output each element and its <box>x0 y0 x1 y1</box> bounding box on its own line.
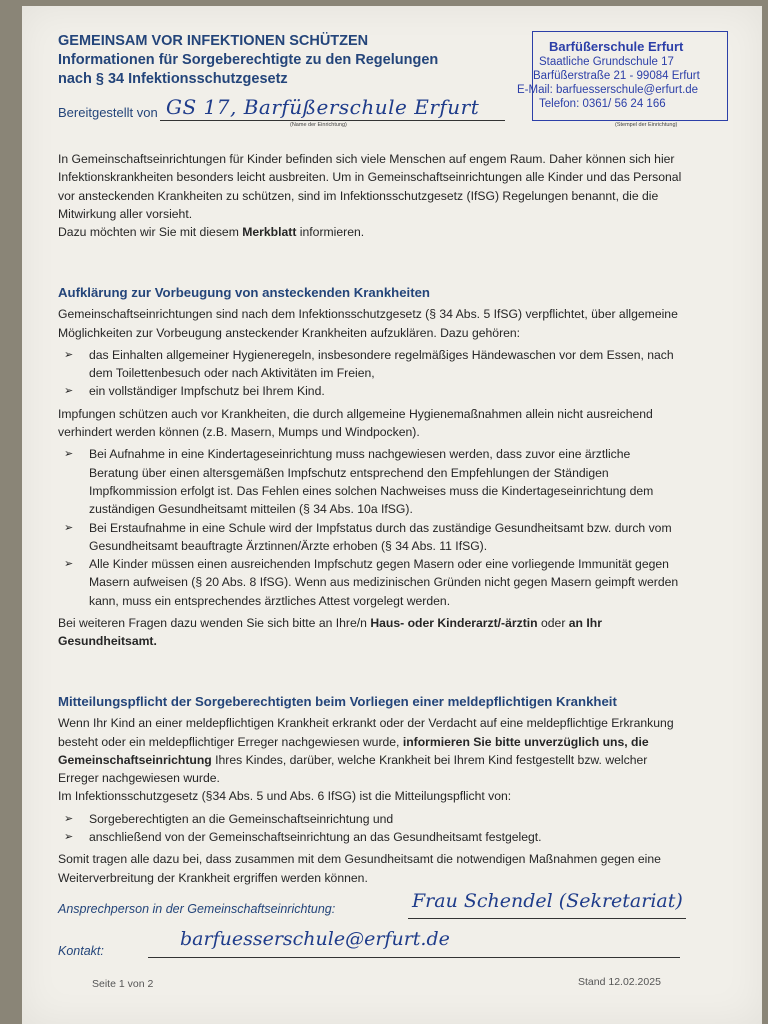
list-item <box>58 346 683 383</box>
list-item-text: Bei Aufnahme in eine Kindertageseinrichtung muss nachgewiesen werden, dass zuvor eine ärztliche Beratung über einen altersgemäßen Impfschutz entsprechend den Empfehlungen der Ständigen Impfkommission erfolgt ist. Das Fehlen eines solchen Nachweises muss die Kindertageseinrichtung dem zuständigen Gesundheitsamt mitteilen (§ 34 Abs. 10a IfSG). <box>89 447 654 517</box>
stamp-line-3: E-Mail: barfuesserschule@erfurt.de <box>517 84 699 96</box>
intro-p2-text: Dazu möchten wir Sie mit diesem <box>58 225 243 240</box>
title-line-3: nach § 34 Infektionsschutzgesetz <box>58 71 288 87</box>
section1-bullet-list-1 <box>58 346 683 401</box>
list-item-text: ein vollständiger Impfschutz bei Ihrem Kind. <box>89 384 325 399</box>
section1-heading: Aufklärung zur Vorbeugung von ansteckenden Krankheiten <box>58 285 430 300</box>
arrow-bullet-icon: ➢ <box>64 812 74 825</box>
list-item <box>58 445 683 518</box>
list-item-text: anschließend von der Gemeinschaftseinrichtung an das Gesundheitsamt festgelegt. <box>89 830 542 845</box>
section-prevention <box>58 284 683 651</box>
intro-paragraph-2 <box>58 223 683 241</box>
arrow-bullet-icon: ➢ <box>64 348 74 361</box>
section2-paragraph-1 <box>58 714 683 787</box>
arrow-bullet-icon: ➢ <box>64 448 74 461</box>
stamp-line-1: Staatliche Grundschule 17 <box>539 56 674 68</box>
footer-date: Stand 12.02.2025 <box>578 976 661 988</box>
stamp-line-2: Barfüßerstraße 21 - 99084 Erfurt <box>533 70 700 82</box>
list-item-text: Alle Kinder müssen einen ausreichenden Impfschutz gegen Masern oder eine vorliegende Immunität gegen Masern aufweisen (§ 20 Abs. 8 IfSG). Wenn aus medizinischen Gründen nicht gegen Masern geimpft werden kann, muss ein entsprechendes ärztliches Attest vorgelegt werden. <box>89 557 679 608</box>
intro-p2-after: informieren. <box>296 225 365 240</box>
title-line-2: Informationen für Sorgeberechtigte zu den Regelungen <box>58 52 439 68</box>
section2-p1-text: Wenn Ihr Kind an einer meldepflichtigen Krankheit erkrankt oder der Verdacht auf eine meldepflichtige Erkrankung besteht oder ein meldepflichtiger Erreger nachgewiesen wurde, <box>58 716 674 749</box>
section2-bullet-list <box>58 810 683 847</box>
arrow-bullet-icon: ➢ <box>64 385 74 398</box>
arrow-bullet-icon: ➢ <box>64 558 74 571</box>
contact-person-underline <box>408 918 686 919</box>
provided-by-underline <box>160 120 505 121</box>
footer-page-number: Seite 1 von 2 <box>92 978 154 990</box>
section2-paragraph-2: Im Infektionsschutzgesetz (§34 Abs. 5 und Abs. 6 IfSG) ist die Mitteilungspflicht von: <box>58 789 512 804</box>
section1-p3-mid: oder <box>537 616 569 631</box>
section2-p1-bold: informieren Sie bitte unverzüglich uns, die Gemeinschaftseinrichtung <box>58 734 649 767</box>
intro-paragraph-1: In Gemeinschaftseinrichtungen für Kinder befinden sich viele Menschen auf engem Raum. Daher können sich hier Infektionskrankheiten besonders leicht ausbreiten. Um in Gemeinschaftseinrichtungen alle Kinder und das Personal vor ansteckenden Krankheiten zu schützen, sind im Infektionsschutzgesetz (IfSG) Regelungen benannt, die die Mitwirkung aller vorsieht. <box>58 152 682 221</box>
list-item <box>58 828 683 846</box>
list-item <box>58 519 683 556</box>
list-item <box>58 555 683 610</box>
section1-paragraph-2: Impfungen schützen auch vor Krankheiten, die durch allgemeine Hygienemaßnahmen allein nicht ausreichend verhindert werden können (z.B. Masern, Mumps und Windpocken). <box>58 406 653 440</box>
contact-person-label: Ansprechperson in der Gemeinschaftseinrichtung: <box>58 902 336 916</box>
arrow-bullet-icon: ➢ <box>64 521 74 534</box>
section2-heading: Mitteilungspflicht der Sorgeberechtigten beim Vorliegen einer meldepflichtigen Krankheit <box>58 694 617 709</box>
provided-by-label: Bereitgestellt von <box>58 105 158 120</box>
stamp-caption: (Stempel der Einrichtung) <box>615 122 678 128</box>
school-stamp <box>517 31 728 121</box>
section2-paragraph-3: Somit tragen alle dazu bei, dass zusammen mit dem Gesundheitsamt die notwendigen Maßnahmen gegen eine Weiterverbreitung der Krankheit ergriffen werden können. <box>58 852 661 885</box>
list-item-text: das Einhalten allgemeiner Hygieneregeln, insbesondere regelmäßiges Händewaschen vor dem Essen, nach dem Toilettenbesuch oder nach Aktivitäten im Freien, <box>89 347 674 381</box>
list-item-text: Bei Erstaufnahme in eine Schule wird der Impfstatus durch das zuständige Gesundheitsamt bzw. durch vom Gesundheitsamt beauftragte Ärztinnen/Ärzte erhoben (§ 34 Abs. 11 IfSG). <box>89 520 672 553</box>
section1-p3-bold-office: an Ihr Gesundheitsamt. <box>58 616 602 649</box>
list-item <box>58 810 683 828</box>
section1-p3-bold-doctor: Haus- oder Kinderarzt/-ärztin <box>370 616 538 631</box>
stamp-line-4: Telefon: 0361/ 56 24 166 <box>539 98 666 110</box>
section-reporting <box>58 693 683 887</box>
contact-underline <box>148 957 680 958</box>
contact-label: Kontakt: <box>58 944 104 958</box>
section2-p1-after: Ihres Kindes, darüber, welche Krankheit bei Ihrem Kind festgestellt bzw. welcher Erreger nachgewiesen wurde. <box>58 752 648 786</box>
contact-person-handwriting: Frau Schendel (Sekretariat) <box>412 890 683 912</box>
section1-p3-text: Bei weiteren Fragen dazu wenden Sie sich bitte an Ihre/n <box>58 616 371 631</box>
stamp-school-name: Barfüßerschule Erfurt <box>549 39 684 54</box>
section1-paragraph-3 <box>58 614 683 651</box>
intro-p2-bold: Merkblatt <box>242 225 297 240</box>
list-item-text: Sorgeberechtigten an die Gemeinschaftseinrichtung und <box>89 811 394 826</box>
contact-email-handwriting: barfuesserschule@erfurt.de <box>180 928 450 950</box>
provided-by-handwriting: GS 17, Barfüßerschule Erfurt <box>166 95 480 119</box>
section1-bullet-list-2 <box>58 445 683 610</box>
section1-paragraph-1: Gemeinschaftseinrichtungen sind nach dem Infektionsschutzgesetz (§ 34 Abs. 5 IfSG) verpflichtet, über allgemeine Möglichkeiten zur Vorbeugung ansteckender Krankheiten aufzuklären. Dazu gehören: <box>58 307 678 340</box>
intro-section <box>58 150 683 241</box>
arrow-bullet-icon: ➢ <box>64 831 74 844</box>
title-line-1: GEMEINSAM VOR INFEKTIONEN SCHÜTZEN <box>58 33 369 49</box>
provided-by-caption: (Name der Einrichtung) <box>290 122 347 128</box>
list-item <box>58 382 683 400</box>
